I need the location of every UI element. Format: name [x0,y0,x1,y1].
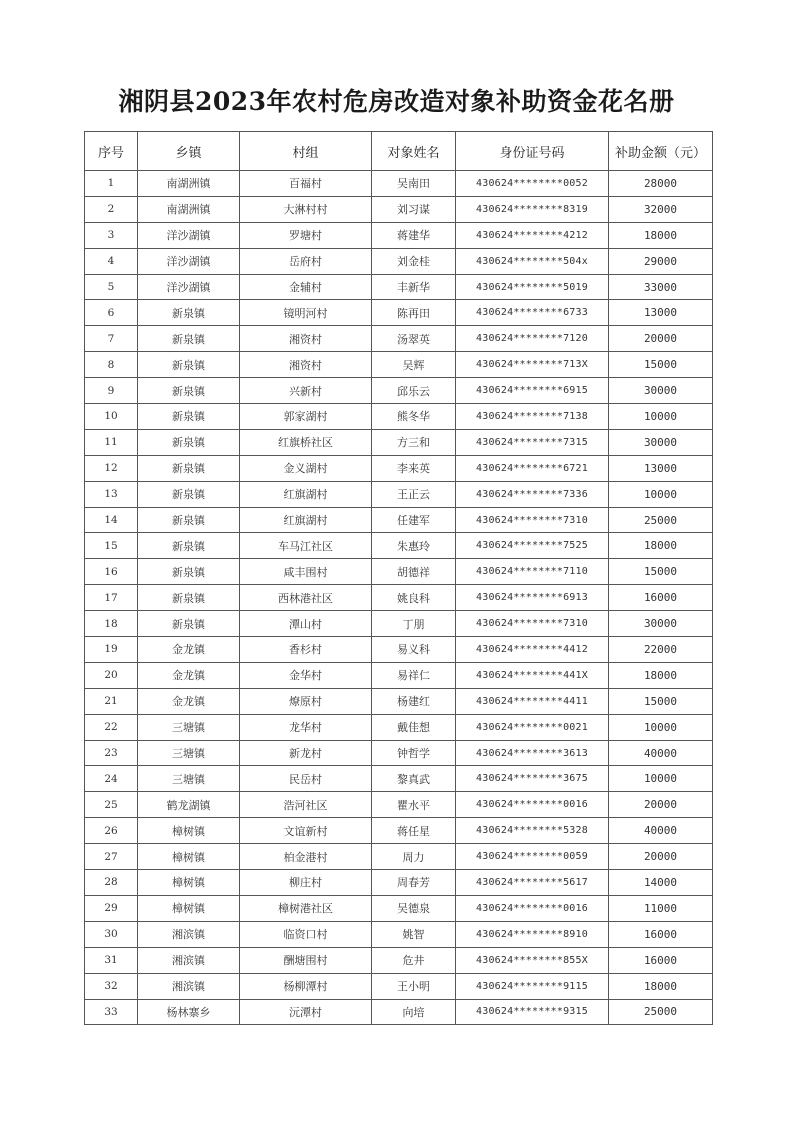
cell-village: 金辅村 [240,274,372,300]
cell-village: 西林港社区 [240,585,372,611]
cell-serial-number: 24 [85,766,138,792]
table-row [85,559,713,585]
cell-id-number: 430624********4412 [456,637,609,663]
cell-recipient-name: 熊冬华 [372,404,456,430]
cell-town: 金龙镇 [138,662,240,688]
header-subsidy-amount: 补助金额（元） [609,132,713,171]
cell-subsidy-amount: 18000 [609,662,713,688]
cell-serial-number: 29 [85,895,138,921]
cell-recipient-name: 周力 [372,844,456,870]
table-row [85,844,713,870]
cell-id-number: 430624********9315 [456,999,609,1025]
cell-village: 香杉村 [240,637,372,663]
cell-town: 樟树镇 [138,818,240,844]
cell-id-number: 430624********3613 [456,740,609,766]
cell-id-number: 430624********7310 [456,507,609,533]
cell-recipient-name: 蒋任星 [372,818,456,844]
cell-subsidy-amount: 10000 [609,766,713,792]
cell-subsidy-amount: 16000 [609,947,713,973]
cell-village: 红旗湖村 [240,507,372,533]
cell-town: 樟树镇 [138,870,240,896]
cell-town: 洋沙湖镇 [138,222,240,248]
cell-subsidy-amount: 13000 [609,300,713,326]
table-row [85,611,713,637]
cell-id-number: 430624********5328 [456,818,609,844]
cell-id-number: 430624********8319 [456,196,609,222]
cell-village: 罗塘村 [240,222,372,248]
cell-serial-number: 5 [85,274,138,300]
cell-village: 沅潭村 [240,999,372,1025]
cell-town: 湘滨镇 [138,947,240,973]
cell-town: 洋沙湖镇 [138,274,240,300]
table-body [85,171,713,1025]
cell-village: 大淋村村 [240,196,372,222]
cell-serial-number: 17 [85,585,138,611]
cell-id-number: 430624********3675 [456,766,609,792]
cell-recipient-name: 陈再田 [372,300,456,326]
cell-recipient-name: 瞿水平 [372,792,456,818]
cell-recipient-name: 向培 [372,999,456,1025]
cell-subsidy-amount: 30000 [609,611,713,637]
cell-village: 潭山村 [240,611,372,637]
table-row [85,870,713,896]
cell-recipient-name: 吴辉 [372,352,456,378]
cell-subsidy-amount: 30000 [609,429,713,455]
cell-subsidy-amount: 29000 [609,248,713,274]
cell-id-number: 430624********4411 [456,688,609,714]
table-row [85,688,713,714]
cell-village: 柳庄村 [240,870,372,896]
cell-serial-number: 6 [85,300,138,326]
cell-subsidy-amount: 10000 [609,481,713,507]
cell-id-number: 430624********7138 [456,404,609,430]
table-row [85,326,713,352]
cell-subsidy-amount: 20000 [609,792,713,818]
cell-id-number: 430624********7525 [456,533,609,559]
cell-village: 红旗桥社区 [240,429,372,455]
cell-village: 郭家湖村 [240,404,372,430]
cell-town: 三塘镇 [138,766,240,792]
cell-subsidy-amount: 28000 [609,171,713,197]
cell-subsidy-amount: 14000 [609,870,713,896]
cell-village: 燎原村 [240,688,372,714]
cell-recipient-name: 周春芳 [372,870,456,896]
cell-id-number: 430624********7110 [456,559,609,585]
cell-id-number: 430624********0021 [456,714,609,740]
cell-recipient-name: 邱乐云 [372,378,456,404]
cell-subsidy-amount: 10000 [609,714,713,740]
cell-recipient-name: 胡德祥 [372,559,456,585]
cell-subsidy-amount: 10000 [609,404,713,430]
table-row [85,248,713,274]
cell-serial-number: 19 [85,637,138,663]
cell-id-number: 430624********8910 [456,921,609,947]
cell-recipient-name: 吴南田 [372,171,456,197]
cell-village: 红旗湖村 [240,481,372,507]
cell-id-number: 430624********0052 [456,171,609,197]
cell-recipient-name: 李来英 [372,455,456,481]
cell-id-number: 430624********7310 [456,611,609,637]
cell-serial-number: 22 [85,714,138,740]
cell-town: 金龙镇 [138,688,240,714]
cell-subsidy-amount: 15000 [609,688,713,714]
cell-recipient-name: 吴德泉 [372,895,456,921]
cell-subsidy-amount: 33000 [609,274,713,300]
cell-town: 三塘镇 [138,714,240,740]
cell-serial-number: 33 [85,999,138,1025]
cell-id-number: 430624********441X [456,662,609,688]
cell-town: 新泉镇 [138,611,240,637]
cell-town: 樟树镇 [138,844,240,870]
cell-village: 兴新村 [240,378,372,404]
cell-village: 湘资村 [240,352,372,378]
cell-serial-number: 20 [85,662,138,688]
cell-serial-number: 1 [85,171,138,197]
cell-recipient-name: 姚智 [372,921,456,947]
cell-id-number: 430624********713X [456,352,609,378]
cell-village: 百福村 [240,171,372,197]
table-row [85,637,713,663]
cell-id-number: 430624********6915 [456,378,609,404]
subsidy-roster-table [84,131,713,1025]
table-row [85,585,713,611]
cell-recipient-name: 钟哲学 [372,740,456,766]
cell-id-number: 430624********7336 [456,481,609,507]
cell-id-number: 430624********504x [456,248,609,274]
table-row [85,921,713,947]
cell-village: 咸丰围村 [240,559,372,585]
table-row [85,222,713,248]
cell-village: 金华村 [240,662,372,688]
cell-id-number: 430624********6913 [456,585,609,611]
cell-id-number: 430624********6721 [456,455,609,481]
page-title: 湘阴县2023年农村危房改造对象补助资金花名册 [118,87,675,116]
cell-town: 湘滨镇 [138,921,240,947]
table-row [85,714,713,740]
cell-town: 新泉镇 [138,533,240,559]
cell-town: 新泉镇 [138,559,240,585]
cell-recipient-name: 朱惠玲 [372,533,456,559]
cell-id-number: 430624********7315 [456,429,609,455]
cell-recipient-name: 王小明 [372,973,456,999]
cell-serial-number: 25 [85,792,138,818]
cell-subsidy-amount: 20000 [609,844,713,870]
cell-town: 樟树镇 [138,895,240,921]
cell-recipient-name: 黎真武 [372,766,456,792]
cell-subsidy-amount: 16000 [609,585,713,611]
table-row [85,818,713,844]
header-recipient-name: 对象姓名 [372,132,456,171]
cell-town: 金龙镇 [138,637,240,663]
table-row [85,895,713,921]
cell-recipient-name: 易义科 [372,637,456,663]
cell-serial-number: 32 [85,973,138,999]
cell-town: 新泉镇 [138,429,240,455]
cell-town: 新泉镇 [138,404,240,430]
cell-serial-number: 28 [85,870,138,896]
cell-subsidy-amount: 16000 [609,921,713,947]
cell-village: 临资口村 [240,921,372,947]
cell-recipient-name: 王正云 [372,481,456,507]
table-header-row [85,132,713,171]
table-row [85,662,713,688]
cell-id-number: 430624********0059 [456,844,609,870]
cell-town: 湘滨镇 [138,973,240,999]
cell-serial-number: 10 [85,404,138,430]
cell-recipient-name: 刘金桂 [372,248,456,274]
cell-serial-number: 31 [85,947,138,973]
header-id-number: 身份证号码 [456,132,609,171]
cell-id-number: 430624********0016 [456,895,609,921]
cell-serial-number: 12 [85,455,138,481]
cell-recipient-name: 汤翠英 [372,326,456,352]
cell-recipient-name: 丁朋 [372,611,456,637]
cell-town: 杨林寨乡 [138,999,240,1025]
cell-id-number: 430624********0016 [456,792,609,818]
cell-town: 鹤龙湖镇 [138,792,240,818]
cell-recipient-name: 蒋建华 [372,222,456,248]
cell-serial-number: 14 [85,507,138,533]
cell-recipient-name: 丰新华 [372,274,456,300]
table-row [85,973,713,999]
cell-id-number: 430624********4212 [456,222,609,248]
table-row [85,196,713,222]
cell-serial-number: 4 [85,248,138,274]
cell-serial-number: 2 [85,196,138,222]
cell-id-number: 430624********7120 [456,326,609,352]
cell-serial-number: 3 [85,222,138,248]
cell-town: 新泉镇 [138,300,240,326]
cell-town: 新泉镇 [138,507,240,533]
cell-serial-number: 15 [85,533,138,559]
cell-serial-number: 26 [85,818,138,844]
cell-recipient-name: 姚良科 [372,585,456,611]
cell-subsidy-amount: 30000 [609,378,713,404]
table-row [85,507,713,533]
cell-id-number: 430624********6733 [456,300,609,326]
cell-serial-number: 18 [85,611,138,637]
cell-village: 岳府村 [240,248,372,274]
cell-recipient-name: 危井 [372,947,456,973]
cell-subsidy-amount: 22000 [609,637,713,663]
cell-town: 南湖洲镇 [138,196,240,222]
cell-village: 民岳村 [240,766,372,792]
table-row [85,171,713,197]
cell-recipient-name: 易祥仁 [372,662,456,688]
cell-recipient-name: 方三和 [372,429,456,455]
cell-id-number: 430624********5019 [456,274,609,300]
cell-town: 新泉镇 [138,455,240,481]
header-village: 村组 [240,132,372,171]
table-row [85,999,713,1025]
cell-recipient-name: 戴佳想 [372,714,456,740]
cell-serial-number: 13 [85,481,138,507]
cell-subsidy-amount: 18000 [609,222,713,248]
cell-subsidy-amount: 11000 [609,895,713,921]
cell-recipient-name: 刘习谋 [372,196,456,222]
cell-subsidy-amount: 32000 [609,196,713,222]
cell-serial-number: 30 [85,921,138,947]
cell-village: 樟树港社区 [240,895,372,921]
cell-village: 金义湖村 [240,455,372,481]
table-row [85,766,713,792]
cell-subsidy-amount: 18000 [609,533,713,559]
table-row [85,455,713,481]
table-row [85,274,713,300]
cell-village: 镜明河村 [240,300,372,326]
cell-village: 新龙村 [240,740,372,766]
cell-serial-number: 8 [85,352,138,378]
cell-serial-number: 9 [85,378,138,404]
cell-id-number: 430624********855X [456,947,609,973]
cell-serial-number: 7 [85,326,138,352]
table-row [85,378,713,404]
cell-id-number: 430624********9115 [456,973,609,999]
table-row [85,792,713,818]
cell-subsidy-amount: 15000 [609,559,713,585]
cell-serial-number: 11 [85,429,138,455]
cell-village: 酬塘围村 [240,947,372,973]
header-town: 乡镇 [138,132,240,171]
table-row [85,740,713,766]
cell-subsidy-amount: 40000 [609,818,713,844]
table-row [85,404,713,430]
cell-town: 新泉镇 [138,585,240,611]
table-row [85,947,713,973]
header-serial-number: 序号 [85,132,138,171]
table-row [85,352,713,378]
table-row [85,429,713,455]
cell-subsidy-amount: 18000 [609,973,713,999]
cell-subsidy-amount: 13000 [609,455,713,481]
cell-subsidy-amount: 15000 [609,352,713,378]
cell-village: 车马江社区 [240,533,372,559]
cell-town: 新泉镇 [138,378,240,404]
cell-id-number: 430624********5617 [456,870,609,896]
cell-serial-number: 21 [85,688,138,714]
cell-town: 新泉镇 [138,481,240,507]
cell-village: 龙华村 [240,714,372,740]
cell-village: 柏金港村 [240,844,372,870]
cell-town: 三塘镇 [138,740,240,766]
cell-village: 浩河社区 [240,792,372,818]
cell-serial-number: 16 [85,559,138,585]
cell-serial-number: 27 [85,844,138,870]
table-row [85,300,713,326]
cell-town: 新泉镇 [138,326,240,352]
cell-recipient-name: 任建军 [372,507,456,533]
cell-village: 文谊新村 [240,818,372,844]
cell-town: 新泉镇 [138,352,240,378]
cell-subsidy-amount: 40000 [609,740,713,766]
table-row [85,533,713,559]
table-row [85,481,713,507]
cell-recipient-name: 杨建红 [372,688,456,714]
cell-subsidy-amount: 25000 [609,507,713,533]
cell-serial-number: 23 [85,740,138,766]
cell-town: 南湖洲镇 [138,171,240,197]
cell-town: 洋沙湖镇 [138,248,240,274]
cell-subsidy-amount: 25000 [609,999,713,1025]
cell-village: 湘资村 [240,326,372,352]
cell-subsidy-amount: 20000 [609,326,713,352]
cell-village: 杨柳潭村 [240,973,372,999]
